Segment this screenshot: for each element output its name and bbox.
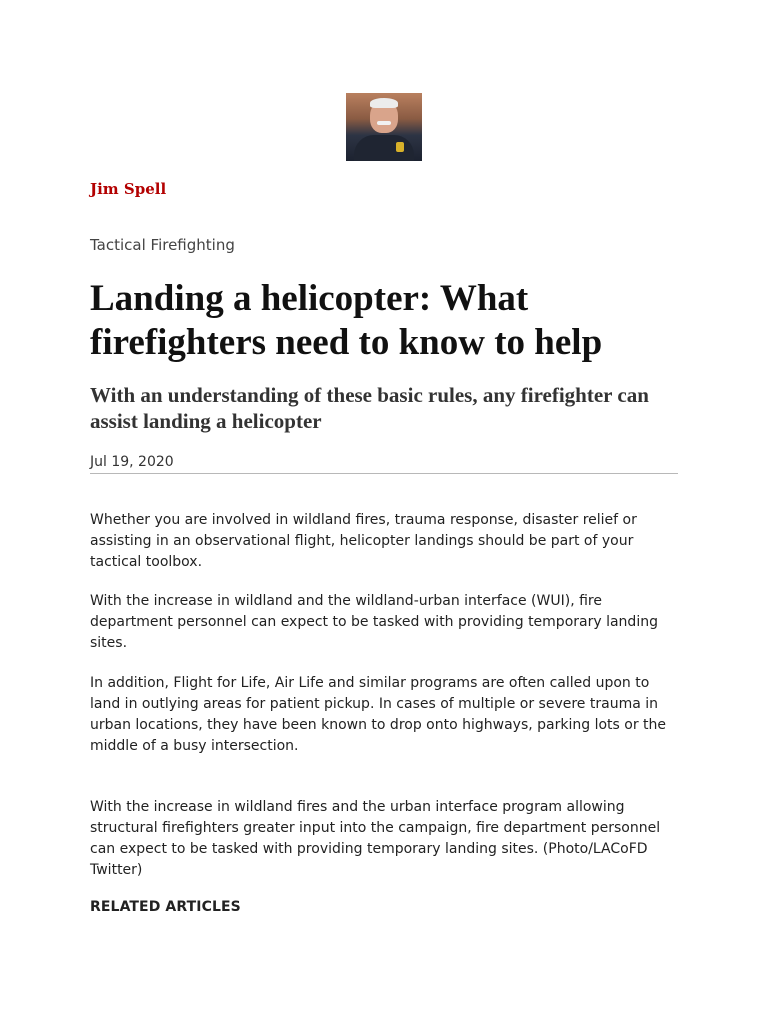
author-photo [346,93,422,161]
photo-caption-paragraph: With the increase in wildland fires and the urban interface program allowing structural firefighters greater input into the campaign, fire department personnel can expect to be tasked with providing temporary landing sites. (Photo/LACoFD Twitter) [90,799,661,878]
article-subhead: With an understanding of these basic rules, any firefighter can assist landing a helicopter [90,383,649,433]
uniform-shape [354,135,414,161]
badge-shape [396,142,404,152]
mustache-shape [377,121,391,125]
date-divider [90,473,678,474]
hair-shape [370,98,398,108]
article-paragraph: In addition, Flight for Life, Air Life and similar programs are often called upon to land in outlying areas for patient pickup. In cases of multiple or severe trauma in urban locations, they have been known to drop onto highways, parking lots or the middle of a busy intersection. [90,675,667,754]
author-name[interactable]: Jim Spell [90,180,167,198]
article-headline: Landing a helicopter: What firefighters need to know to help [90,278,603,363]
article-date: Jul 19, 2020 [90,454,174,470]
article-category[interactable]: Tactical Firefighting [90,236,235,254]
article-paragraph: With the increase in wildland and the wildland-urban interface (WUI), fire department personnel can expect to be tasked with providing temporary landing sites. [90,593,658,651]
article-paragraph: Whether you are involved in wildland fires, trauma response, disaster relief or assisting in an observational flight, helicopter landings should be part of your tactical toolbox. [90,512,637,570]
related-articles-heading: RELATED ARTICLES [90,899,241,915]
